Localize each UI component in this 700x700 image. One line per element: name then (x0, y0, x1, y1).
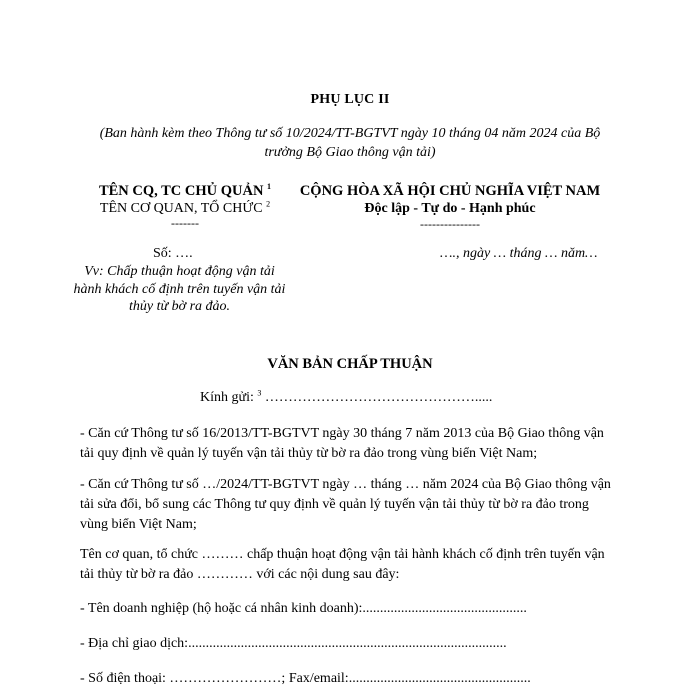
document-title: VĂN BẢN CHẤP THUẬN (267, 356, 433, 372)
field-business-name: - Tên doanh nghiệp (hộ hoặc cá nhân kinh doanh):............................................... (80, 601, 527, 616)
field-phone-fax: - Số điện thoại: ……………………; Fax/email:.................................................... (80, 671, 531, 686)
footnote-ref-1: 1 (267, 182, 272, 192)
recipient-blank: ………………………………………..... (264, 390, 493, 405)
national-motto: Độc lập - Tự do - Hạnh phúc (364, 201, 536, 216)
appendix-subtitle: (Ban hành kèm theo Thông tư số 10/2024/TT-BGTVT ngày 10 tháng 04 năm 2024 của Bộ trưởng Bộ Giao thông vận tải) (99, 126, 601, 160)
legal-basis-1: - Căn cứ Thông tư số 16/2013/TT-BGTVT ngày 30 tháng 7 năm 2013 của Bộ Giao thông vận tải quy định về quản lý tuyến vận tải thủy từ bờ ra đảo trong vùng biển Việt Nam; (80, 426, 604, 461)
organization-name-label: TÊN CƠ QUAN, TỔ CHỨC (99, 201, 263, 216)
organization-name (60, 201, 310, 217)
parent-organization-label: TÊN CQ, TC CHỦ QUẢN (98, 183, 264, 199)
appendix-title: PHỤ LỤC II (310, 92, 390, 107)
document-number: Số: …. (153, 246, 193, 261)
motto-divider: --------------- (420, 217, 480, 231)
document-subject: Vv: Chấp thuận hoạt động vận tải hành khách cố định trên tuyến vận tải thủy từ bờ ra đảo. (73, 264, 286, 314)
approval-intro: Tên cơ quan, tổ chức ……… chấp thuận hoạt động vận tải hành khách cố định trên tuyến vận tải thủy từ bờ ra đảo ………… với các nội dung sau đây: (80, 547, 605, 582)
field-address: - Địa chỉ giao dịch:........................................................................................... (80, 636, 507, 651)
organization-divider: ------- (171, 216, 199, 230)
recipient-label: Kính gửi: (200, 390, 254, 405)
footnote-ref-3: 3 (257, 388, 262, 398)
recipient-line (200, 390, 492, 406)
country-title: CỘNG HÒA XÃ HỘI CHỦ NGHĨA VIỆT NAM (299, 183, 601, 199)
legal-basis-2: - Căn cứ Thông tư số …/2024/TT-BGTVT ngày … tháng … năm 2024 của Bộ Giao thông vận tải sửa đổi, bổ sung các Thông tư quy định về quản lý tuyến vận tải thủy từ bờ ra đảo trong vùng biển Việt Nam; (80, 477, 611, 532)
footnote-ref-2: 2 (266, 199, 271, 209)
document-date: …., ngày … tháng … năm… (440, 246, 598, 261)
parent-organization (60, 183, 310, 200)
